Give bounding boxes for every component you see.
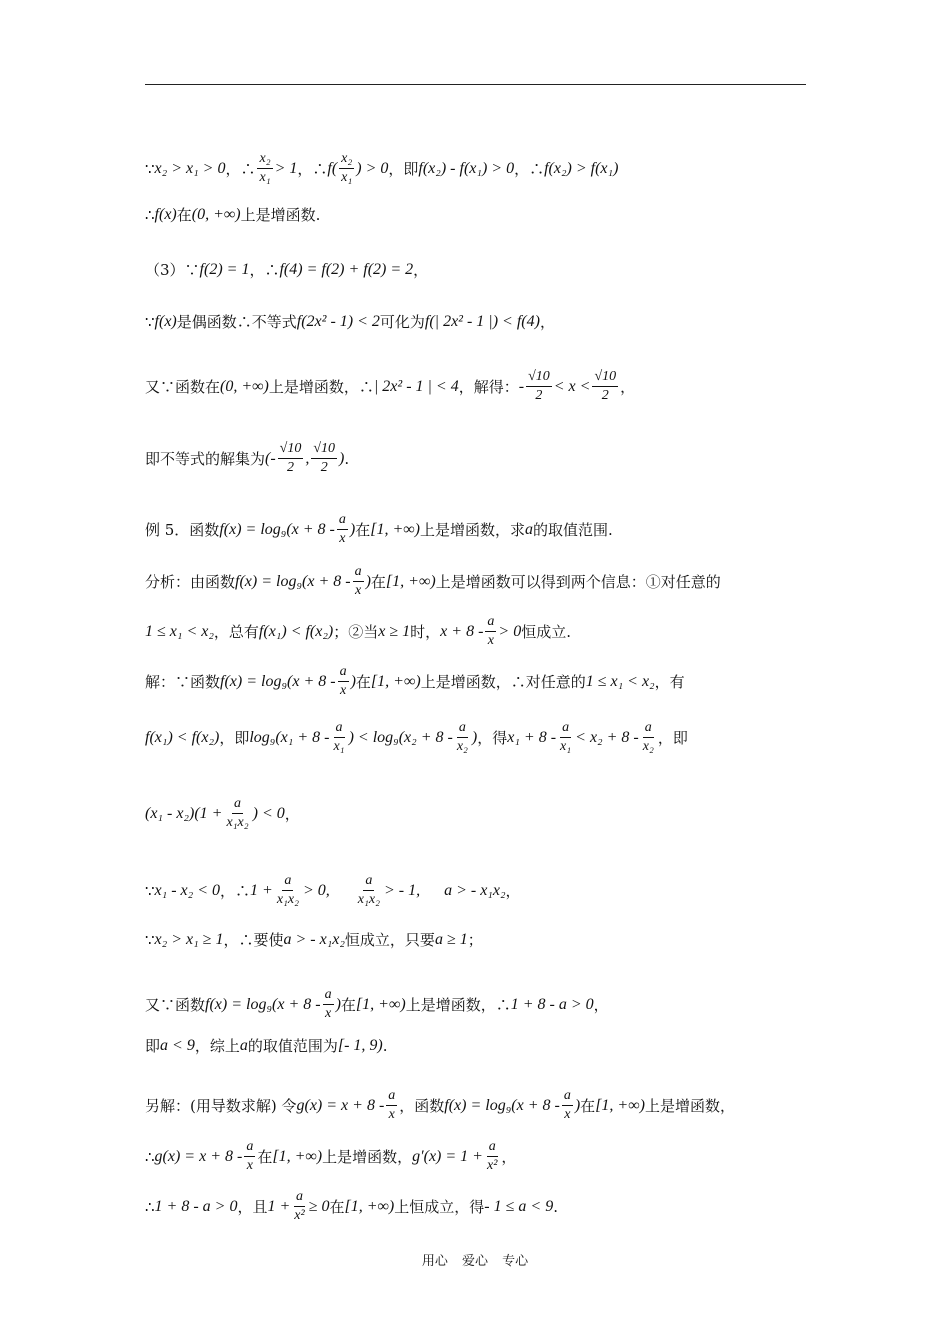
text-run: ，∴ xyxy=(514,159,545,178)
text-run: ，有 xyxy=(654,672,685,691)
math-expression: x₁ + 8 - xyxy=(507,728,557,746)
math-expression: f(2x² - 1) < 2 xyxy=(296,313,380,330)
fraction-denominator: x₁x₂ xyxy=(226,815,249,830)
fraction-denominator: 2 xyxy=(535,388,543,403)
fraction-denominator: x₁x₂ xyxy=(357,892,380,907)
math-expression: x₁ - x₂ < 0 xyxy=(154,881,220,899)
math-expression: 1 + xyxy=(267,1197,291,1215)
fraction-numerator: a xyxy=(386,1087,397,1106)
math-expression: [- 1, 9) xyxy=(337,1037,383,1054)
math-expression: ) xyxy=(335,995,341,1013)
fraction xyxy=(244,1138,255,1175)
math-expression: [1, +∞) xyxy=(344,1197,395,1215)
text-run: ， xyxy=(620,377,636,396)
text-run: 的取值范围为 xyxy=(247,1037,338,1055)
fraction-numerator: a xyxy=(562,1087,573,1106)
text-run: ， xyxy=(284,804,300,823)
fraction-numerator: √10 xyxy=(526,368,552,387)
solution-set-line xyxy=(145,440,349,477)
text-run: 在 xyxy=(355,520,371,539)
text-run: . xyxy=(382,1037,388,1055)
math-expression: f(4) = f(2) + f(2) = 2 xyxy=(279,261,414,278)
math-expression: [1, +∞) xyxy=(355,995,406,1013)
math-expression: f( xyxy=(327,159,338,177)
solution-line-1 xyxy=(145,663,685,700)
proof-line-5 xyxy=(145,368,635,405)
math-expression: < x₂ + 8 - xyxy=(575,728,639,746)
math-expression: > 0 xyxy=(498,622,522,640)
math-expression: f(x₁) < f(x₂) xyxy=(258,622,334,640)
text-run: ∵ xyxy=(145,313,155,331)
fraction-numerator: √10 xyxy=(278,440,304,459)
text-run: ，即 xyxy=(388,159,419,178)
fraction xyxy=(455,719,470,756)
math-expression: (x₁ - x₂)(1 + xyxy=(145,804,223,822)
header-rule xyxy=(145,84,806,85)
alt-solution-line-1 xyxy=(145,1087,735,1124)
fraction-denominator: x xyxy=(388,1107,395,1122)
text-run: 恒成立. xyxy=(521,622,571,641)
math-expression: x₂ > x₁ ≥ 1 xyxy=(154,931,224,948)
text-run: 上是增函数， xyxy=(322,1147,413,1166)
fraction xyxy=(331,719,346,756)
example-5-title xyxy=(145,511,613,548)
math-expression: x ≥ 1 xyxy=(378,622,411,640)
fraction xyxy=(592,368,618,405)
math-expression: log₉(x₁ + 8 - xyxy=(249,728,330,746)
text-run: 在 xyxy=(355,672,371,691)
math-expression: 1 + xyxy=(250,881,273,899)
math-expression: (0, +∞) xyxy=(220,377,269,395)
text-run: ，且 xyxy=(237,1197,268,1216)
fraction-denominator: 2 xyxy=(601,388,609,403)
fraction-denominator: x xyxy=(564,1107,571,1122)
fraction-denominator: x₁ xyxy=(560,739,572,754)
fraction xyxy=(356,872,382,909)
fraction xyxy=(562,1087,573,1124)
fraction-denominator: x xyxy=(246,1158,253,1173)
math-expression: ) xyxy=(349,520,356,538)
fraction xyxy=(311,440,337,477)
fraction-denominator: x xyxy=(487,633,495,648)
math-expression: - xyxy=(518,377,525,395)
fraction xyxy=(257,150,272,187)
math-expression: - 1 ≤ a < 9 xyxy=(484,1197,554,1215)
solution-line-7 xyxy=(145,1036,388,1056)
math-expression: f(x) = log₉(x + 8 - xyxy=(444,1096,560,1114)
fraction xyxy=(386,1087,397,1124)
text-run: ；②当 xyxy=(333,622,379,641)
math-expression: (0, +∞) xyxy=(191,206,241,223)
text-run: 上是增函数. xyxy=(240,206,321,224)
math-expression: f(x₂) > f(x₁) xyxy=(544,159,619,177)
math-expression: g(x) = x + 8 - xyxy=(154,1147,243,1165)
math-expression: (- xyxy=(265,449,276,467)
fraction-numerator: a xyxy=(338,663,349,682)
fraction xyxy=(337,511,348,548)
math-expression: ) < 0 xyxy=(252,804,285,822)
text-run: ∴ xyxy=(145,206,155,224)
fraction xyxy=(278,440,304,477)
text-run: 在 xyxy=(329,1197,345,1216)
math-expression: ) xyxy=(365,572,371,590)
fraction-numerator: a xyxy=(282,872,293,891)
fraction xyxy=(641,719,656,756)
fraction-numerator: a xyxy=(485,613,496,632)
math-expression: 1 ≤ x₁ < x₂ xyxy=(585,672,655,690)
text-run: 是偶函数∴不等式 xyxy=(176,313,297,331)
math-expression: f(2) = 1 xyxy=(199,261,250,278)
text-run: 另解：(用导数求解) 令 xyxy=(145,1096,297,1115)
text-run: 上恒成立，得 xyxy=(394,1197,485,1216)
fraction-denominator: x xyxy=(339,683,347,698)
fraction xyxy=(526,368,552,405)
text-run: ，得 xyxy=(477,728,508,747)
math-expression: f(x) = log₉(x + 8 - xyxy=(235,572,351,590)
text-run: 上是增函数， xyxy=(644,1096,735,1115)
fraction-denominator: x² xyxy=(486,1158,498,1173)
fraction-numerator: a xyxy=(294,1188,305,1207)
fraction-numerator: x₂ xyxy=(257,150,272,169)
text-run: 即不等式的解集为 xyxy=(145,449,266,468)
fraction xyxy=(558,719,573,756)
math-expression: f(x) = log₉(x + 8 - xyxy=(219,520,335,538)
fraction-numerator: a xyxy=(457,719,468,738)
math-expression: 1 + 8 - a > 0 xyxy=(510,995,594,1013)
text-run: 上是增函数，求 xyxy=(419,520,525,539)
math-expression: [1, +∞) xyxy=(272,1147,323,1165)
math-expression: ) xyxy=(350,672,356,690)
math-expression: a > - x₁x₂ xyxy=(283,931,345,948)
math-expression: [1, +∞) xyxy=(385,572,436,590)
text-run: . xyxy=(344,449,350,468)
fraction-denominator: 2 xyxy=(287,460,295,475)
proof-line-3 xyxy=(145,260,428,280)
text-run: ，函数 xyxy=(399,1096,445,1115)
proof-line-4 xyxy=(145,312,555,332)
math-expression: > 0, xyxy=(302,881,330,899)
fraction-numerator: a xyxy=(323,986,334,1005)
text-run: 在 xyxy=(176,206,192,224)
text-run: 的取值范围. xyxy=(533,520,613,539)
text-run: ∵ xyxy=(145,881,155,900)
math-expression: f(x) xyxy=(154,313,177,330)
solution-line-3 xyxy=(145,795,300,832)
math-expression: ) xyxy=(339,449,345,467)
text-run: ， xyxy=(413,261,429,279)
fraction xyxy=(292,1188,306,1225)
alt-solution-line-3 xyxy=(145,1188,558,1225)
text-run: ，即 xyxy=(657,728,688,747)
fraction xyxy=(485,1138,499,1175)
text-run: ，∴ xyxy=(249,261,280,279)
math-expression: a < 9 xyxy=(160,1037,195,1054)
text-run: 可化为 xyxy=(379,313,425,331)
analysis-line-2 xyxy=(145,613,571,650)
math-expression: a > - x₁x₂ xyxy=(444,881,506,899)
fraction xyxy=(338,663,349,700)
text-run: 又∵函数 xyxy=(145,995,206,1014)
text-run: ， xyxy=(539,313,555,331)
math-expression: g′(x) = 1 + xyxy=(412,1147,483,1165)
text-run: 解：∵函数 xyxy=(145,672,221,691)
math-expression: ) < log₉(x₂ + 8 - xyxy=(348,728,453,746)
math-expression: , xyxy=(305,449,310,467)
fraction-denominator: x₁x₂ xyxy=(276,892,299,907)
math-expression: [1, +∞) xyxy=(370,520,420,538)
math-expression: f(x) = log₉(x + 8 - xyxy=(220,672,336,690)
fraction-denominator: x xyxy=(354,583,362,598)
fraction-numerator: a xyxy=(363,872,374,891)
text-run: 上是增函数，∴对任意的 xyxy=(420,672,586,691)
text-run: 时， xyxy=(410,622,441,641)
text-run: 上是增函数，∴ xyxy=(405,995,511,1014)
text-run: ，即 xyxy=(219,728,250,747)
proof-line-1 xyxy=(145,150,618,187)
text-run: 在 xyxy=(580,1096,596,1115)
text-run: （3）∵ xyxy=(145,261,200,279)
math-expression: f(x₁) < f(x₂) xyxy=(145,728,220,746)
fraction-denominator: x xyxy=(324,1006,332,1021)
fraction-numerator: a xyxy=(334,719,345,738)
math-expression: 1 ≤ x₁ < x₂ xyxy=(145,622,214,640)
fraction-numerator: a xyxy=(353,563,364,582)
text-run: 在 xyxy=(370,572,386,591)
text-run: ∴ xyxy=(145,1147,155,1166)
text-run: ， xyxy=(593,995,609,1014)
text-run: 上是增函数，∴ xyxy=(268,377,374,396)
analysis-line-1 xyxy=(145,563,721,600)
fraction-numerator: √10 xyxy=(311,440,337,459)
solution-line-4 xyxy=(145,872,521,909)
text-run: ，总有 xyxy=(213,622,259,641)
text-run: 即 xyxy=(145,1037,161,1055)
math-expression: [1, +∞) xyxy=(595,1096,645,1114)
math-expression: f(x) = log₉(x + 8 - xyxy=(205,995,321,1013)
solution-line-6 xyxy=(145,986,609,1023)
proof-line-2 xyxy=(145,205,320,225)
math-expression: > 1 xyxy=(274,159,298,177)
math-expression: g(x) = x + 8 - xyxy=(296,1096,385,1114)
fraction xyxy=(339,150,354,187)
text-run: ，∴ xyxy=(225,159,256,178)
text-run: ∴ xyxy=(145,1197,155,1216)
text-run: 恒成立，只要 xyxy=(344,931,435,949)
fraction-numerator: a xyxy=(244,1138,255,1157)
fraction-numerator: a xyxy=(643,719,654,738)
math-expression: a ≥ 1 xyxy=(434,931,468,948)
math-expression: [1, +∞) xyxy=(370,672,421,690)
fraction-denominator: x₂ xyxy=(456,739,468,754)
math-expression: ≥ 0 xyxy=(308,1197,330,1215)
text-run: ，∴要使 xyxy=(223,931,284,949)
fraction xyxy=(353,563,364,600)
text-run: ，∴ xyxy=(297,159,328,178)
math-expression: x₂ > x₁ > 0 xyxy=(154,159,226,177)
math-expression: x + 8 - xyxy=(440,622,484,640)
text-run: 上是增函数可以得到两个信息：①对任意的 xyxy=(435,572,721,591)
math-expression: f(x) xyxy=(154,206,177,223)
math-expression: 1 + 8 - a > 0 xyxy=(154,1197,238,1215)
math-expression: ) xyxy=(574,1096,581,1114)
text-run: . xyxy=(553,1197,558,1216)
solution-line-5 xyxy=(145,930,483,950)
text-run: ，∴ xyxy=(220,881,251,900)
fraction xyxy=(224,795,250,832)
text-run: ； xyxy=(467,931,483,949)
fraction-denominator: 2 xyxy=(320,460,328,475)
fraction-denominator: x₁ xyxy=(341,170,353,185)
text-run: 例 5．函数 xyxy=(145,520,220,539)
fraction-denominator: x₁ xyxy=(259,170,271,185)
fraction-denominator: x² xyxy=(294,1208,305,1223)
fraction xyxy=(275,872,301,909)
alt-solution-line-2 xyxy=(145,1138,516,1175)
math-expression: < x < xyxy=(553,377,591,395)
text-run: 分析：由函数 xyxy=(145,572,236,591)
text-run: ∵ xyxy=(145,931,155,949)
fraction-numerator: a xyxy=(337,511,348,530)
math-expression: > - 1, xyxy=(383,881,421,899)
text-run: ，解得： xyxy=(458,377,519,396)
text-run: 又∵函数在 xyxy=(145,377,221,396)
fraction-numerator: √10 xyxy=(592,368,618,387)
math-expression: | 2x² - 1 | < 4 xyxy=(373,377,459,395)
math-expression: a xyxy=(525,520,533,538)
text-run: 在 xyxy=(257,1147,273,1166)
text-run: ，综上 xyxy=(194,1037,240,1055)
text-run: ∵ xyxy=(145,159,155,178)
text-run: ， xyxy=(501,1147,517,1166)
page-footer: 用心 爱心 专心 xyxy=(421,1254,529,1269)
fraction-numerator: a xyxy=(487,1138,498,1157)
math-expression: a xyxy=(239,1037,248,1054)
fraction-numerator: a xyxy=(560,719,571,738)
text-run: ， xyxy=(505,881,521,900)
fraction-numerator: a xyxy=(232,795,243,814)
solution-line-2 xyxy=(145,719,688,756)
fraction-denominator: x₁ xyxy=(333,739,345,754)
math-expression: f(x₂) - f(x₁) > 0 xyxy=(418,159,515,177)
math-expression: f(| 2x² - 1 |) < f(4) xyxy=(424,313,540,330)
math-expression: ) xyxy=(471,728,478,746)
fraction-numerator: x₂ xyxy=(339,150,354,169)
fraction-denominator: x xyxy=(339,531,346,546)
fraction xyxy=(323,986,334,1023)
fraction xyxy=(485,613,496,650)
text-run: 在 xyxy=(340,995,356,1014)
math-expression: ) > 0 xyxy=(356,159,389,177)
fraction-denominator: x₂ xyxy=(642,739,654,754)
